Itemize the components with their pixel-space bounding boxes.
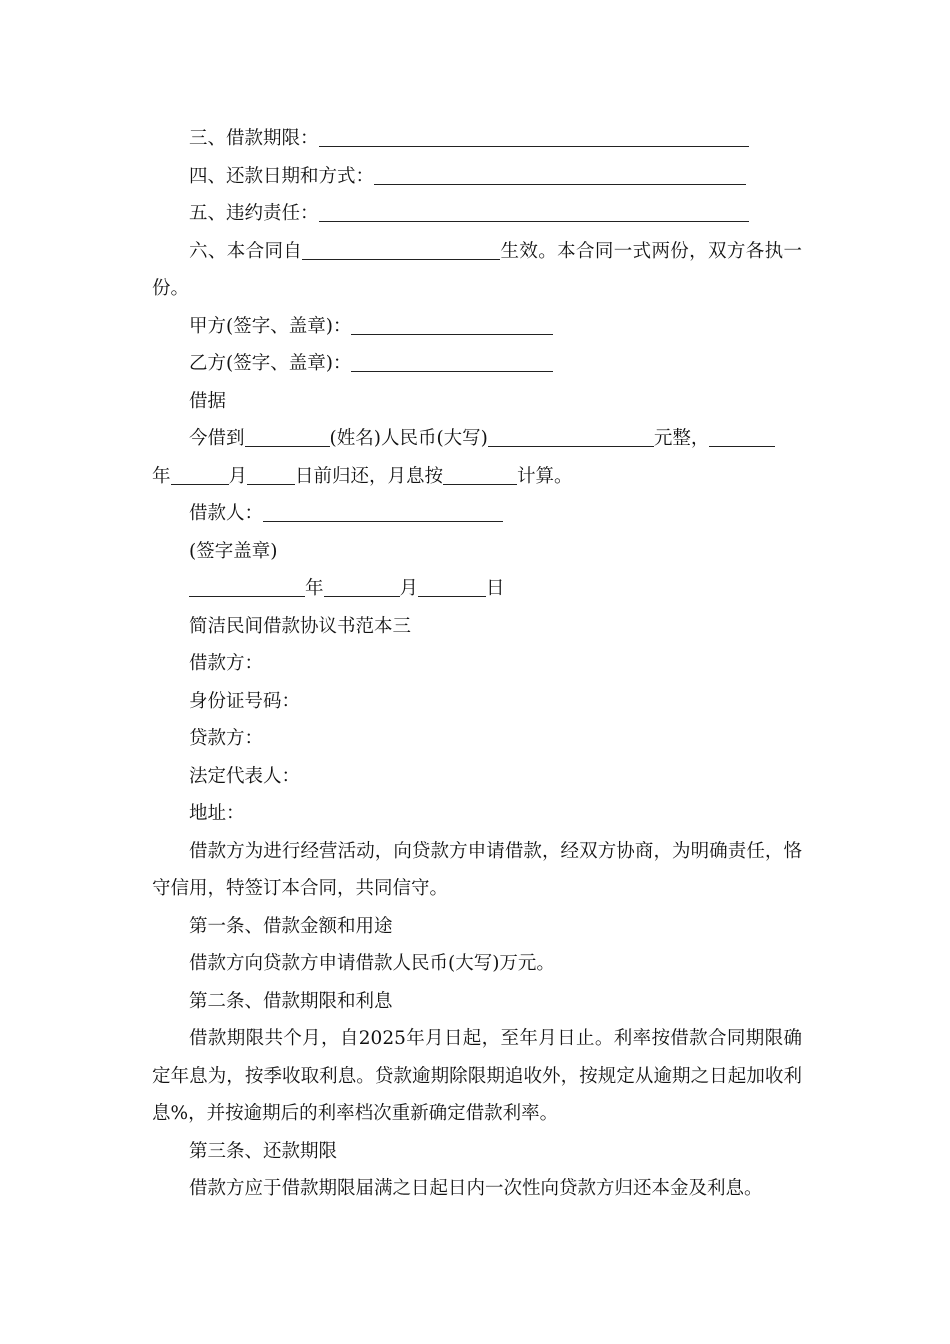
blank-line [302, 235, 500, 260]
blank-line [263, 497, 503, 522]
blank-line [324, 572, 400, 597]
date-text: 日 [486, 578, 505, 599]
legal-rep-field: 法定代表人： [189, 765, 301, 787]
lender-field: 贷款方： [189, 728, 264, 749]
blank-line [319, 122, 749, 147]
article-2-paragraph: 借款期限共个月，自2025年月日起，至年月日止。利率按借款合同期限确定年息为，按季收取利息。贷款逾期除限期追收外，按规定从逾期之日起加收利息%，并按逾期后的利率档次重新确定借款利率。 [152, 1028, 802, 1124]
clause-loan-term-label: 三、借款期限： [189, 128, 319, 149]
clause-effective-text-a: 六、本合同自 [189, 240, 303, 262]
iou-text: 今借到 [189, 428, 245, 449]
blank-line [374, 160, 746, 185]
id-number-field: 身份证号码： [189, 690, 301, 712]
sign-seal-note: (签字盖章) [189, 540, 278, 562]
iou-text: 日前归还，月息按 [295, 465, 444, 487]
document-body [152, 120, 802, 1208]
article-2-heading: 第二条、借款期限和利息 [189, 990, 393, 1012]
clause-liability-label: 五、违约责任： [189, 203, 319, 224]
clause-effective [152, 233, 802, 308]
blank-line [245, 422, 330, 447]
iou-line-1 [152, 420, 802, 458]
clause-loan-term [152, 120, 802, 158]
iou-text: (姓名)人民币(大写) [329, 428, 488, 449]
blank-line [709, 422, 775, 447]
preamble-paragraph: 借款方为进行经营活动，向贷款方申请借款，经双方协商，为明确责任，恪守信用，特签订本合同，共同信守。 [152, 840, 802, 899]
date-line [152, 570, 802, 608]
address-field: 地址： [189, 803, 245, 824]
blank-line [319, 197, 749, 222]
borrower-label: 借款人： [189, 503, 264, 524]
blank-line [171, 460, 229, 485]
clause-repayment-label: 四、还款日期和方式： [189, 165, 375, 187]
iou-text: 月 [228, 465, 248, 487]
clause-effective-text-b: 生效。本合同一式两份，双方各执一份。 [152, 240, 802, 299]
party-b-label: 乙方(签字、盖章)： [189, 353, 352, 374]
party-a-label: 甲方(签字、盖章)： [189, 315, 352, 337]
iou-text: 计算。 [517, 465, 573, 487]
borrower-signature [152, 495, 802, 533]
article-3-heading: 第三条、还款期限 [189, 1140, 338, 1162]
party-a-signature [152, 308, 802, 346]
date-text: 年 [305, 578, 324, 599]
blank-line [247, 460, 295, 485]
section-title: 简洁民间借款协议书范本三 [189, 615, 412, 637]
iou-text: 元整， [653, 428, 710, 449]
clause-liability [152, 195, 802, 233]
blank-line [189, 572, 305, 597]
blank-line [488, 422, 654, 447]
article-3-paragraph: 借款方应于借款期限届满之日起日内一次性向贷款方归还本金及利息。 [189, 1178, 763, 1199]
iou-line-2 [152, 458, 802, 496]
article-1-heading: 第一条、借款金额和用途 [189, 915, 393, 937]
date-text: 月 [399, 578, 419, 599]
clause-repayment [152, 158, 802, 196]
blank-line [351, 310, 553, 335]
article-1-paragraph: 借款方向贷款方申请借款人民币(大写)万元。 [189, 953, 555, 974]
iou-text: 年 [152, 465, 171, 487]
blank-line [418, 572, 486, 597]
blank-line [351, 347, 553, 372]
borrower-field: 借款方： [189, 653, 264, 674]
iou-heading: 借据 [189, 390, 227, 412]
blank-line [443, 460, 517, 485]
party-b-signature [152, 345, 802, 383]
